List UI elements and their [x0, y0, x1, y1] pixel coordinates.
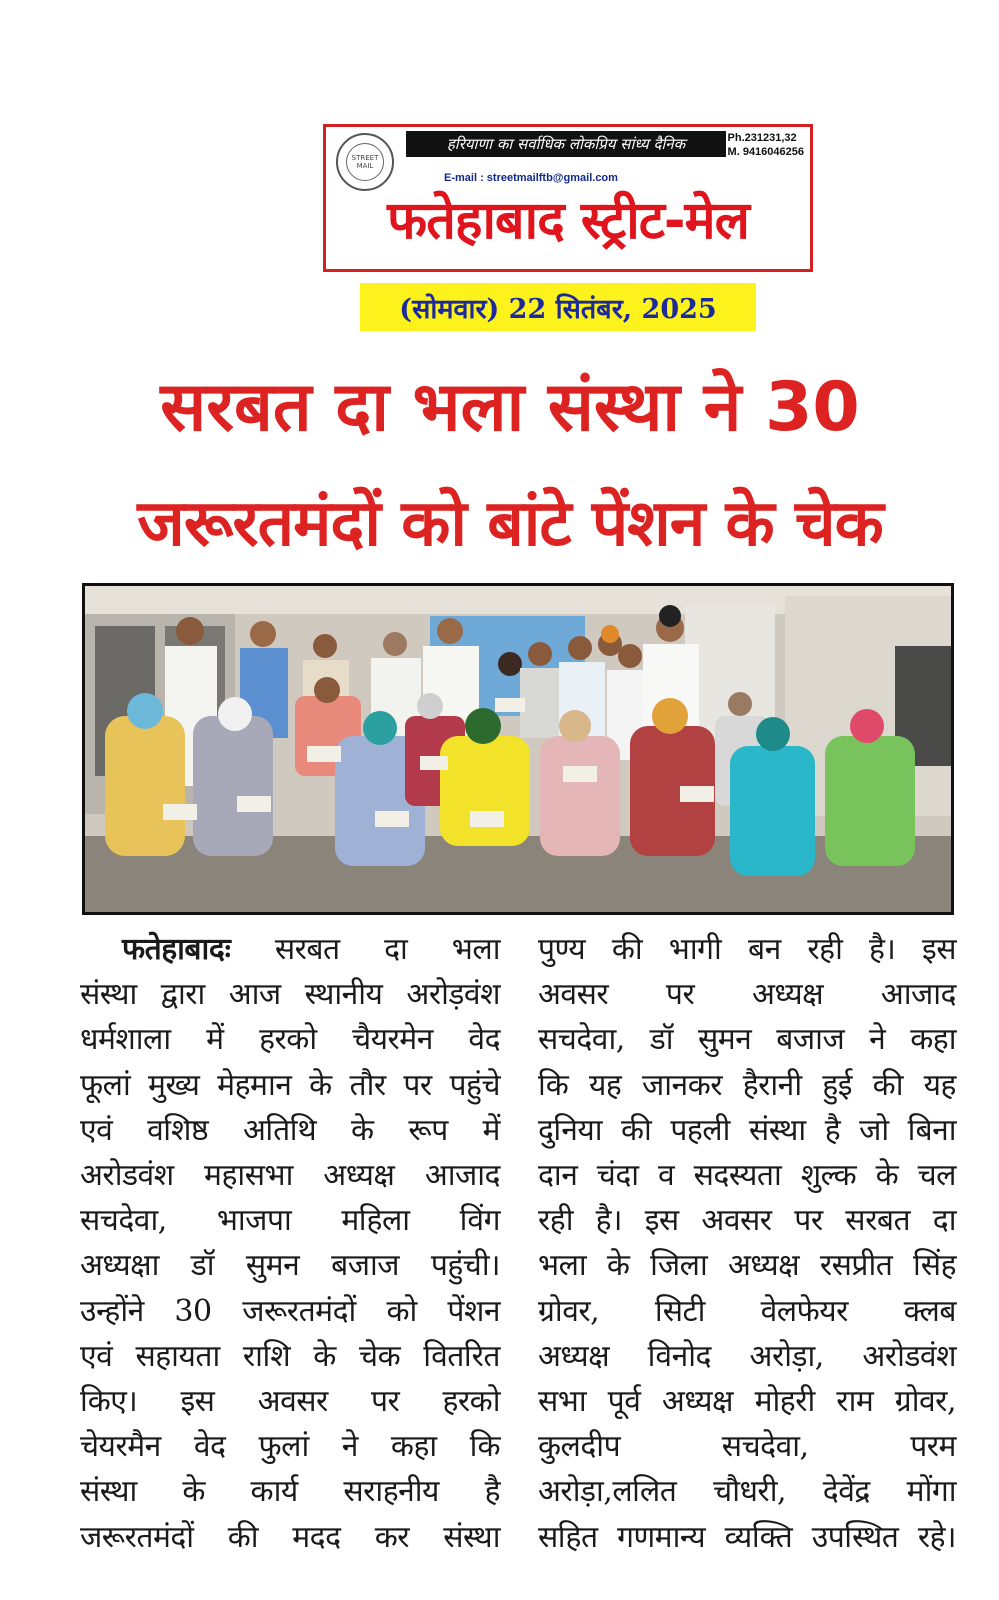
newspaper-seal-logo	[336, 133, 394, 191]
article-line: उन्होंने 30 जरूरतमंदों को पेंशन	[80, 1293, 500, 1329]
article-line: संस्था द्वारा आज स्थानीय अरोड़वंश	[80, 977, 500, 1013]
newspaper-name: फतेहाबाद स्ट्रीट-मेल	[387, 191, 749, 251]
seal-text: STREET MAIL	[351, 154, 379, 170]
article-line: अध्यक्षा डॉ सुमन बजाज पहुंची।	[80, 1248, 500, 1284]
article-line: कुलदीप सचदेवा, परम	[538, 1429, 956, 1465]
masthead-tagline: हरियाणा का सर्वाधिक लोकप्रिय सांध्य दैनिक	[406, 131, 726, 157]
article-place: फतेहाबादः	[122, 932, 231, 967]
news-photo	[82, 583, 954, 915]
article-line: फतेहाबादः सरबत दा भला	[122, 932, 500, 967]
article-line: चेयरमैन वेद फुलां ने कहा कि	[80, 1429, 500, 1465]
article-line: सहित गणमान्य व्यक्ति उपस्थित रहे।	[538, 1519, 956, 1555]
article-line: ग्रोवर, सिटी वेलफेयर क्लब	[538, 1293, 956, 1329]
article-line: भला के जिला अध्यक्ष रसप्रीत सिंह	[538, 1248, 956, 1284]
article-line: अरोडवंश महासभा अध्यक्ष आजाद	[80, 1158, 500, 1194]
article-line: एवं सहायता राशि के चेक वितरित	[80, 1338, 500, 1374]
article-line: अवसर पर अध्यक्ष आजाद	[538, 977, 956, 1013]
article-line: धर्मशाला में हरको चैयरमेन वेद	[80, 1022, 500, 1058]
headline-line-1: सरबत दा भला संस्था ने 30	[160, 368, 860, 447]
article-line: सचदेवा, भाजपा महिला विंग	[80, 1203, 500, 1239]
article-line: कि यह जानकर हैरानी हुई की यह	[538, 1067, 956, 1103]
headline-line-2: जरूरतमंदों को बांटे पेंशन के चेक	[137, 487, 883, 561]
article-column-left	[80, 927, 500, 1560]
article-line: संस्था के कार्य सराहनीय है	[80, 1474, 500, 1510]
article-column-right	[538, 927, 956, 1560]
article-line: दान चंदा व सदस्यता शुल्क के चल	[538, 1158, 956, 1194]
phone-number: Ph.231231,32	[727, 132, 797, 144]
mobile-number: M. 9416046256	[727, 146, 804, 158]
issue-date: (सोमवार) 22 सितंबर, 2025	[360, 283, 756, 331]
masthead-contact	[728, 131, 804, 159]
article-line: सचदेवा, डॉ सुमन बजाज ने कहा	[538, 1022, 956, 1058]
article-line: सभा पूर्व अध्यक्ष मोहरी राम ग्रोवर,	[538, 1384, 956, 1420]
article-line: रही है। इस अवसर पर सरबत दा	[538, 1203, 956, 1239]
article-line: दुनिया की पहली संस्था है जो बिना	[538, 1112, 956, 1148]
masthead	[323, 124, 813, 272]
article-line: जरूरतमंदों की मदद कर संस्था	[80, 1519, 500, 1555]
article-line: अरोड़ा,ललित चौधरी, देवेंद्र मोंगा	[538, 1474, 956, 1510]
group-photo-illustration	[85, 586, 951, 912]
article-line: अध्यक्ष विनोद अरोड़ा, अरोडवंश	[538, 1338, 956, 1374]
article-line: पुण्य की भागी बन रही है। इस	[538, 932, 956, 967]
article-line: एवं वशिष्ठ अतिथि के रूप में	[80, 1112, 500, 1148]
article-line: फूलां मुख्य मेहमान के तौर पर पहुंचे	[80, 1067, 500, 1103]
masthead-email: E-mail : streetmailftb@gmail.com	[444, 172, 618, 184]
article-line: किए। इस अवसर पर हरको	[80, 1384, 500, 1420]
